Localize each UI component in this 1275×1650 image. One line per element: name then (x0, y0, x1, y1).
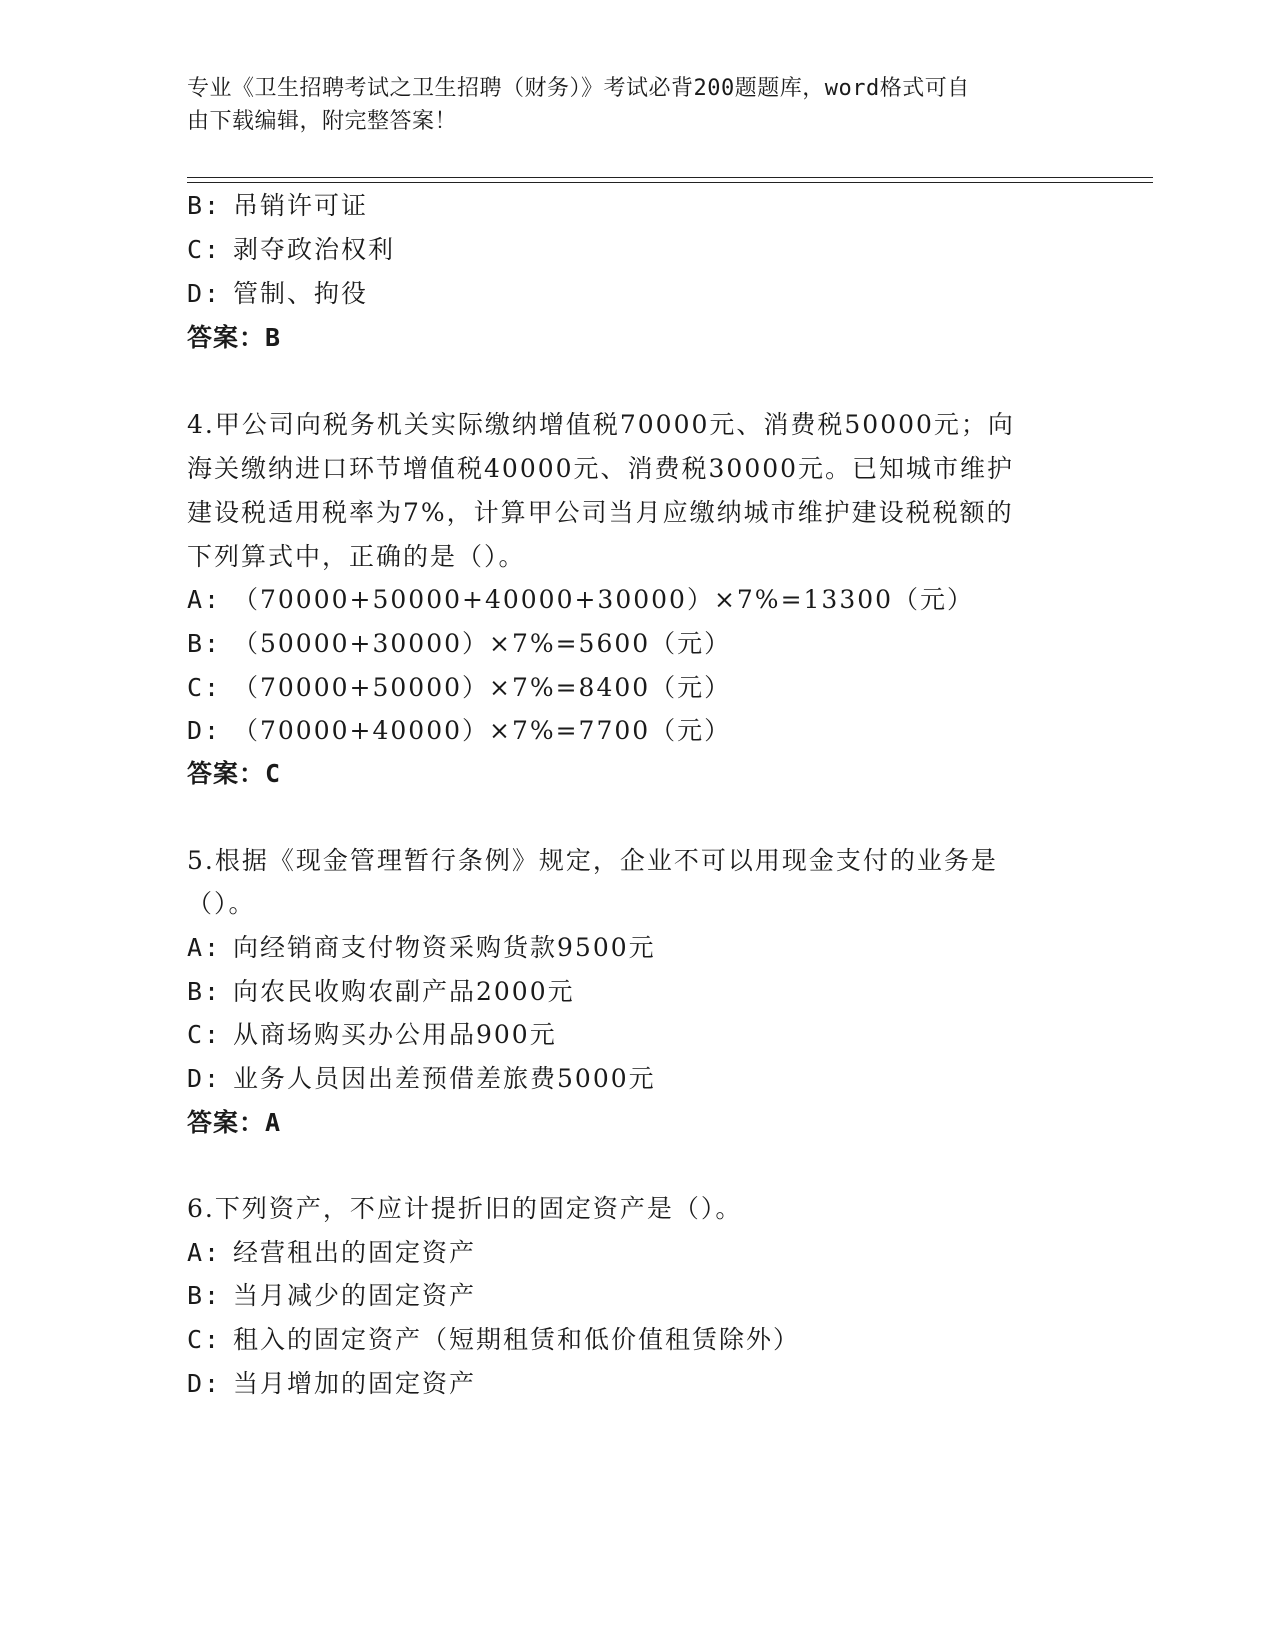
q6-option-b (187, 1276, 476, 1312)
header-line-2: 由下载编辑，附完整答案！ (187, 109, 458, 134)
q3-option-b (187, 186, 368, 222)
option-label: B: (187, 629, 222, 658)
option-text: 剥夺政治权利 (233, 235, 396, 264)
option-label: D: (187, 1064, 222, 1093)
q4-stem-line: 建设税适用税率为7%，计算甲公司当月应缴纳城市维护建设税税额的 (187, 498, 1014, 527)
q5-option-c (187, 1015, 557, 1051)
q5-stem-line: （）。 (187, 889, 256, 918)
option-label: B: (187, 1281, 222, 1310)
q6-option-d (187, 1364, 476, 1400)
q4-stem-line: 海关缴纳进口环节增值税40000元、消费税30000元。已知城市维护 (187, 454, 1015, 483)
q4-stem-line: 4.甲公司向税务机关实际缴纳增值税70000元、消费税50000元；向 (187, 410, 1015, 439)
q4-stem-line: 下列算式中，正确的是（）。 (187, 542, 526, 571)
q5-answer: 答案：A (187, 1108, 282, 1137)
option-text: 业务人员因出差预借差旅费5000元 (233, 1064, 656, 1093)
option-text: 向农民收购农副产品2000元 (233, 977, 575, 1006)
option-label: B: (187, 977, 222, 1006)
option-label: C: (187, 1325, 222, 1354)
header-divider-top (187, 177, 1153, 178)
q5-stem-line: 5.根据《现金管理暂行条例》规定，企业不可以用现金支付的业务是 (187, 846, 998, 875)
q5-option-b (187, 972, 575, 1008)
q4-option-c (187, 668, 731, 704)
option-text: （50000+30000）×7%=5600（元） (233, 629, 732, 658)
option-text: 当月减少的固定资产 (233, 1281, 477, 1310)
option-label: C: (187, 235, 222, 264)
option-text: 经营租出的固定资产 (233, 1238, 477, 1267)
option-label: A: (187, 585, 222, 614)
option-label: D: (187, 279, 222, 308)
q4-option-b (187, 624, 731, 660)
option-label: C: (187, 673, 222, 702)
option-label: C: (187, 1020, 222, 1049)
option-text: 管制、拘役 (233, 279, 369, 308)
option-text: 当月增加的固定资产 (233, 1369, 477, 1398)
option-label: D: (187, 1369, 222, 1398)
q6-option-c (187, 1320, 800, 1356)
option-text: 租入的固定资产（短期租赁和低价值租赁除外） (233, 1325, 801, 1354)
option-text: （70000+50000+40000+30000）×7%=13300（元） (233, 585, 975, 614)
header-line-1: 专业《卫生招聘考试之卫生招聘（财务）》考试必背200题题库，word格式可自 (187, 76, 970, 101)
q3-option-c (187, 230, 395, 266)
q6-stem-line: 6.下列资产，不应计提折旧的固定资产是（）。 (187, 1194, 743, 1223)
option-text: 从商场购买办公用品900元 (233, 1020, 557, 1049)
option-text: 向经销商支付物资采购货款9500元 (233, 933, 656, 962)
q6-option-a (187, 1233, 476, 1269)
option-text: 吊销许可证 (233, 191, 369, 220)
option-text: （70000+40000）×7%=7700（元） (233, 716, 732, 745)
q3-answer: 答案：B (187, 323, 282, 352)
option-text: （70000+50000）×7%=8400（元） (233, 673, 732, 702)
option-label: A: (187, 1238, 222, 1267)
q5-option-a (187, 928, 656, 964)
header-divider-bottom (187, 182, 1153, 183)
option-label: B: (187, 191, 222, 220)
option-label: D: (187, 716, 222, 745)
q5-option-d (187, 1059, 656, 1095)
q4-option-a (187, 580, 974, 616)
document-header (187, 72, 1067, 138)
q4-option-d (187, 711, 731, 747)
option-label: A: (187, 933, 222, 962)
q3-option-d (187, 274, 368, 310)
q4-answer: 答案：C (187, 759, 282, 788)
